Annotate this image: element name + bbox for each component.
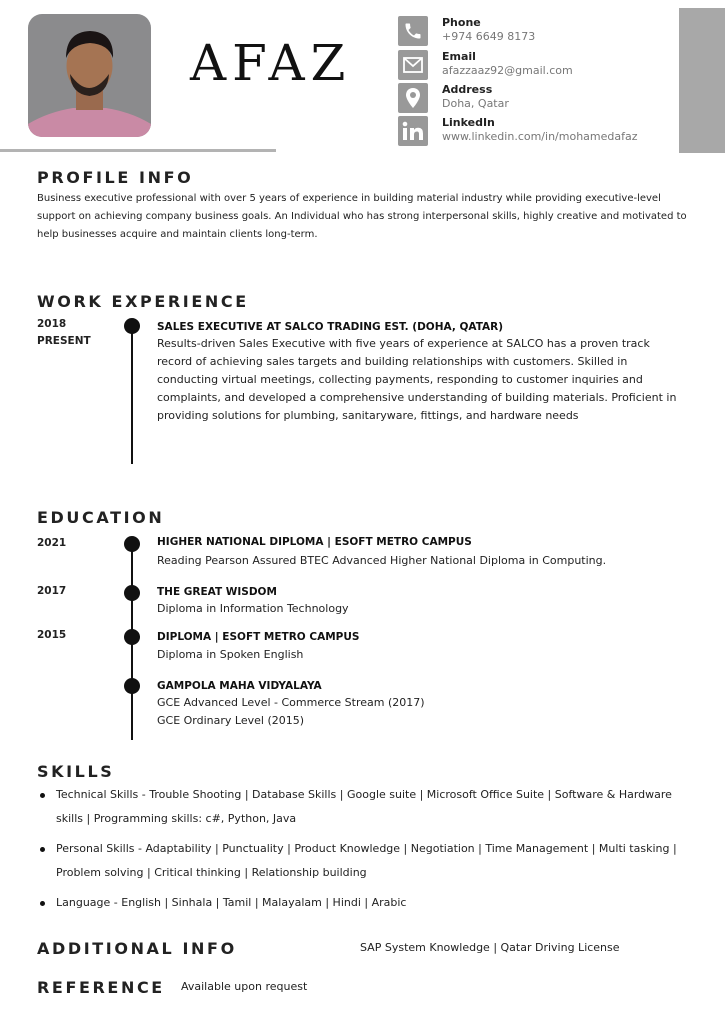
education-timeline-dot <box>124 585 140 601</box>
education-timeline-dot <box>124 678 140 694</box>
skill-item: Personal Skills - Adaptability | Punctuality | Product Knowledge | Negotiation | Time Management | Multi tasking | Problem solving | Critical thinking | Relationship building <box>37 837 687 885</box>
education-title: DIPLOMA | ESOFT METRO CAMPUS <box>157 631 360 643</box>
work-description: Results-driven Sales Executive with five years of experience at SALCO has a proven track record of achieving sales targets and building relationships with customers. Skilled in conducting virtual meetings, collecting payments, responding to customer inquiries and complaints, and developed a comprehensive understanding of building materials. Proficient in providing solutions for plumbing, sanitaryware, fittings, and hardware needs <box>157 337 677 422</box>
phone-label: Phone <box>442 16 481 29</box>
profile-summary: Business executive professional with over 5 years of experience in building material industry while providing executive-level support on achieving company business goals. An Individual who has strong interpersonal skills, highly creative and motivated to help businesses acquire and maintain clients long-term. <box>37 193 687 240</box>
candidate-name: AFAZ <box>190 34 352 92</box>
work-year-start: 2018 <box>37 318 67 330</box>
address-value: Doha, Qatar <box>442 97 509 110</box>
reference-text: Available upon request <box>181 980 308 993</box>
profile-photo <box>28 14 151 137</box>
additional-section-title: ADDITIONAL INFO <box>37 939 237 958</box>
linkedin-label: LinkedIn <box>442 116 495 129</box>
reference-section-title: REFERENCE <box>37 978 165 997</box>
work-timeline-line <box>131 326 133 464</box>
skill-item: Language - English | Sinhala | Tamil | Malayalam | Hindi | Arabic <box>37 891 687 915</box>
profile-section-title: PROFILE INFO <box>37 168 194 187</box>
education-detail: Reading Pearson Assured BTEC Advanced Higher National Diploma in Computing. <box>157 554 607 567</box>
linkedin-icon <box>398 116 428 146</box>
decorative-gray-block <box>679 8 725 153</box>
work-role-title: SALES EXECUTIVE AT SALCO TRADING EST. (DOHA, QATAR) <box>157 321 504 333</box>
education-timeline-dot <box>124 629 140 645</box>
education-timeline-dot <box>124 536 140 552</box>
work-timeline-dot <box>124 318 140 334</box>
education-year: 2021 <box>37 537 67 549</box>
education-year: 2017 <box>37 585 67 597</box>
work-section-title: WORK EXPERIENCE <box>37 292 249 311</box>
skill-item: Technical Skills - Trouble Shooting | Database Skills | Google suite | Microsoft Office Suite | Software & Hardware skills | Programming skills: c#, Python, Java <box>37 783 687 831</box>
address-label: Address <box>442 83 493 96</box>
linkedin-value[interactable]: www.linkedin.com/in/mohamedafaz <box>442 130 638 143</box>
email-value[interactable]: afazzaaz92@gmail.com <box>442 64 573 77</box>
education-year: 2015 <box>37 629 67 641</box>
education-title: GAMPOLA MAHA VIDYALAYA <box>157 680 322 692</box>
skills-section-title: SKILLS <box>37 762 115 781</box>
additional-info-text: SAP System Knowledge | Qatar Driving License <box>360 941 620 954</box>
education-section-title: EDUCATION <box>37 508 165 527</box>
skills-list <box>37 783 687 921</box>
education-title: HIGHER NATIONAL DIPLOMA | ESOFT METRO CAMPUS <box>157 536 472 548</box>
education-title: THE GREAT WISDOM <box>157 586 277 598</box>
email-icon <box>398 50 428 80</box>
education-detail: GCE Ordinary Level (2015) <box>157 714 305 727</box>
email-label: Email <box>442 50 476 63</box>
education-detail: Diploma in Spoken English <box>157 648 304 661</box>
work-year-end: PRESENT <box>37 335 91 347</box>
education-detail: GCE Advanced Level - Commerce Stream (2017) <box>157 696 425 709</box>
education-detail: Diploma in Information Technology <box>157 602 349 615</box>
phone-icon <box>398 16 428 46</box>
location-icon <box>398 83 428 113</box>
phone-value: +974 6649 8173 <box>442 30 536 43</box>
header-divider <box>0 149 276 152</box>
